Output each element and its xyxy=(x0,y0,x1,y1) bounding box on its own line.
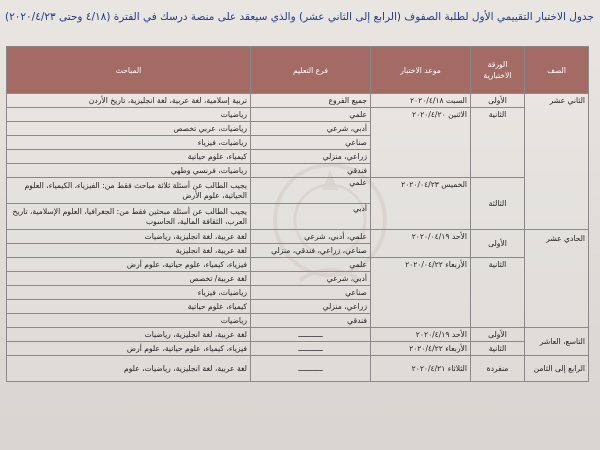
header-date: موعد الاختبار xyxy=(371,47,471,94)
date-cell: الخميس ٢٠٢٠/٠٤/٢٣ xyxy=(371,178,471,230)
subjects-cell: فيزياء، كيمياء، علوم حياتية، علوم أرض xyxy=(7,342,251,356)
paper-cell: منفردة xyxy=(471,356,525,382)
subjects-cell: رياضيات، فيزياء xyxy=(7,286,251,300)
table-row xyxy=(7,178,589,204)
subjects-cell: لغة عربية، لغة انجليزية xyxy=(7,244,251,258)
branch-cell: علمي xyxy=(251,108,371,122)
table-row xyxy=(7,108,589,122)
date-cell: الأحد ٢٠٢٠/٤/١٩ xyxy=(371,328,471,342)
paper-cell: الثالثة xyxy=(471,178,525,230)
branch-cell: ـــــــــــ xyxy=(251,342,371,356)
table-row xyxy=(7,230,589,244)
branch-cell: صناعي، زراعي، فندقي، منزلي xyxy=(251,244,371,258)
branch-cell: ـــــــــــ xyxy=(251,356,371,382)
branch-cell: فندقي xyxy=(251,164,371,178)
subjects-cell: لغة عربية/ تخصص xyxy=(7,272,251,286)
table-header-row xyxy=(7,47,589,94)
grade-cell: الرابع إلى الثامن xyxy=(525,356,589,382)
branch-cell: علمي xyxy=(251,178,371,204)
header-paper: الورقة الاختبارية xyxy=(471,47,525,94)
date-cell: السبت ٢٠٢٠/٤/١٨ xyxy=(371,94,471,108)
branch-cell: ـــــــــــ xyxy=(251,328,371,342)
paper-cell: الثانية xyxy=(471,108,525,178)
subjects-cell: يجيب الطالب عن أسئلة مبحثين فقط من: الجغرافيا، العلوم الإسلامية، تاريخ العرب، الثقافة المالية، الحاسوب xyxy=(7,204,251,230)
branch-cell: زراعي، منزلي xyxy=(251,150,371,164)
date-cell: الأربعاء ٢٠٢٠/٤/٢٢ xyxy=(371,342,471,356)
subjects-cell: لغة عربية، لغة انجليزية، رياضيات xyxy=(7,230,251,244)
header-subjects: المباحث xyxy=(7,47,251,94)
paper-cell: الأولى xyxy=(471,230,525,258)
subjects-cell: كيمياء، علوم حياتية xyxy=(7,150,251,164)
subjects-cell: فيزياء، كيمياء، علوم حياتية، علوم أرض xyxy=(7,258,251,272)
paper-cell: الأولى xyxy=(471,94,525,108)
table-row xyxy=(7,94,589,108)
subjects-cell: كيمياء، علوم حياتية xyxy=(7,300,251,314)
branch-cell: صناعي xyxy=(251,286,371,300)
grade-cell: الثاني عشر xyxy=(525,94,589,230)
paper-cell: الأولى xyxy=(471,328,525,342)
table-row xyxy=(7,356,589,382)
date-cell: الاثنين ٢٠٢٠/٤/٢٠ xyxy=(371,108,471,178)
grade-cell: الحادي عشر xyxy=(525,230,589,328)
branch-cell: أدبي xyxy=(251,204,371,230)
branch-cell: علمي، أدبي، شرعي xyxy=(251,230,371,244)
branch-cell: صناعي xyxy=(251,136,371,150)
subjects-cell: رياضيات، فرنسي وطهي xyxy=(7,164,251,178)
exam-schedule-table xyxy=(6,46,589,382)
subjects-cell: رياضيات، فيزياء xyxy=(7,136,251,150)
subjects-cell: رياضيات xyxy=(7,108,251,122)
grade-cell: التاسع، العاشر xyxy=(525,328,589,356)
table-row xyxy=(7,258,589,272)
branch-cell: فندقي xyxy=(251,314,371,328)
paper-cell: الثانية xyxy=(471,258,525,328)
table-row xyxy=(7,328,589,342)
branch-cell: أدبي، شرعي xyxy=(251,272,371,286)
date-cell: الثلاثاء ٢٠٢٠/٤/٢١ xyxy=(371,356,471,382)
branch-cell: أدبي، شرعي xyxy=(251,122,371,136)
subjects-cell: لغة عربية، لغة انجليزية، رياضيات، علوم xyxy=(7,356,251,382)
table-row xyxy=(7,342,589,356)
page-title: جدول الاختبار التقييمي الأول لطلبة الصفوف (الرابع إلى الثاني عشر) والذي سيعقد على منصة درسك في الفترة (٤/١٨ وحتى ٢٠٢٠/٤/٢٣) xyxy=(5,11,594,23)
date-cell: الأربعاء ٢٠٢٠/٠٤/٢٢ xyxy=(371,258,471,328)
paper-cell: الثانية xyxy=(471,342,525,356)
subjects-cell: يجيب الطالب عن أسئلة ثلاثة مباحث فقط من: الفيزياء، الكيمياء، العلوم الحياتية، علوم الأرض xyxy=(7,178,251,204)
subjects-cell: لغة عربية، لغة انجليزية، رياضيات xyxy=(7,328,251,342)
branch-cell: جميع الفروع xyxy=(251,94,371,108)
subjects-cell: تربية إسلامية، لغة عربية، لغة انجليزية، تاريخ الأردن xyxy=(7,94,251,108)
subjects-cell: رياضيات xyxy=(7,314,251,328)
subjects-cell: رياضيات، عربي تخصص xyxy=(7,122,251,136)
branch-cell: زراعي، منزلي xyxy=(251,300,371,314)
date-cell: الأحد ٢٠٢٠/٠٤/١٩ xyxy=(371,230,471,258)
header-grade: الصف xyxy=(525,47,589,94)
header-branch: فرع التعليم xyxy=(251,47,371,94)
branch-cell: علمي xyxy=(251,258,371,272)
